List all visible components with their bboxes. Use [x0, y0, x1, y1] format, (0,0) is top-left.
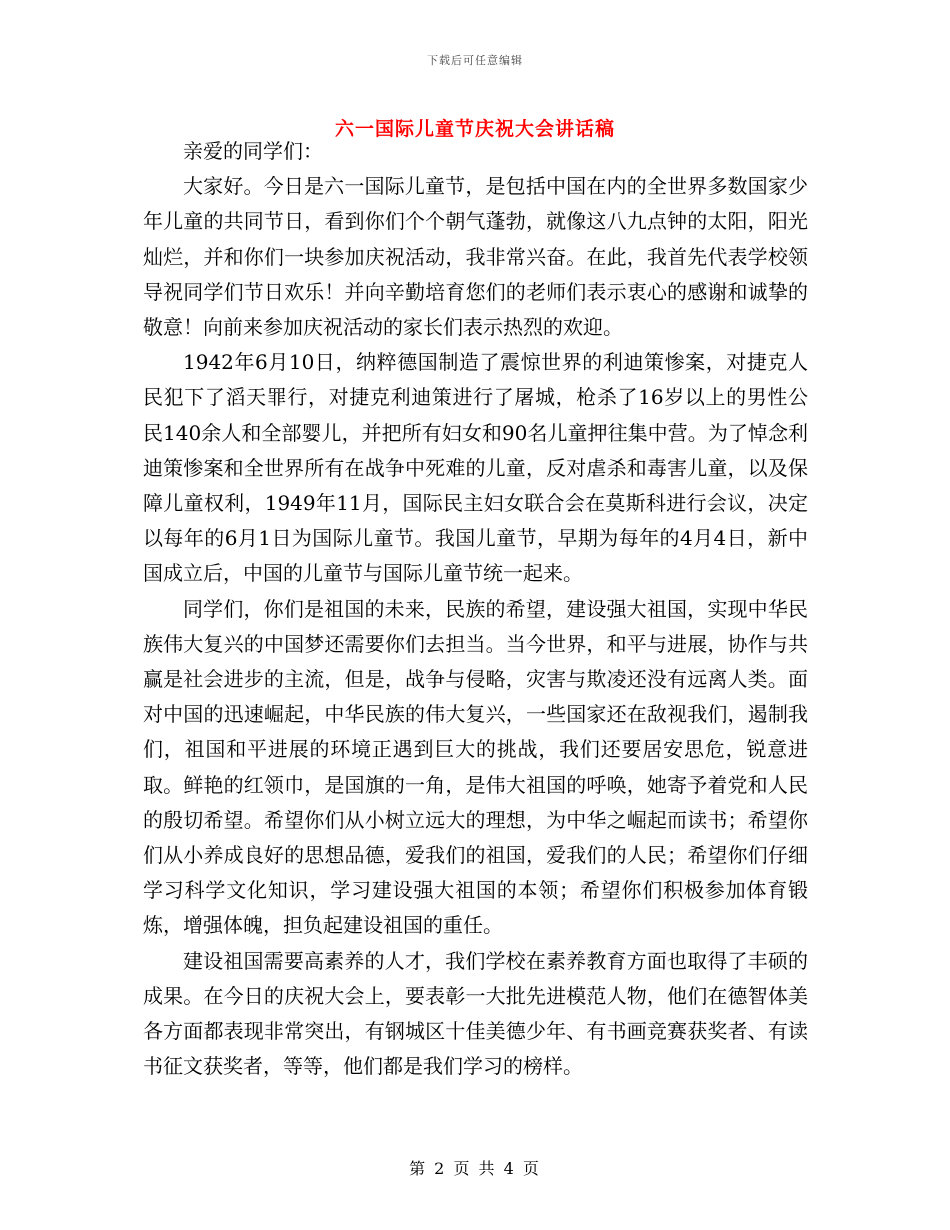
paragraph-achievements: 建设祖国需要高素养的人才，我们学校在素养教育方面也取得了丰硕的成果。在今日的庆祝大会上，要表彰一大批先进模范人物，他们在德智体美各方面都表现非常突出，有钢城区十佳美德少年、有书画竞赛获奖者、有读书征文获奖者，等等，他们都是我们学习的榜样。 — [143, 948, 808, 1079]
paragraph-history: 1942年6月10日，纳粹德国制造了震惊世界的利迪策惨案，对捷克人民犯下了滔天罪行，对捷克利迪策进行了屠城，枪杀了16岁以上的男性公民140余人和全部婴儿，并把所有妇女和90名儿童押往集中营。为了悼念利迪策惨案和全世界所有在战争中死难的儿童，反对虐杀和毒害儿童，以及保障儿童权利，1949年11月，国际民主妇女联合会在莫斯科进行会议，决定以每年的6月1日为国际儿童节。我国儿童节，早期为每年的4月4日，新中国成立后，中国的儿童节与国际儿童节统一起来。 — [143, 350, 808, 586]
paragraph-welcome: 大家好。今日是六一国际儿童节，是包括中国在内的全世界多数国家少年儿童的共同节日，看到你们个个朝气蓬勃，就像这八九点钟的太阳，阳光灿烂，并和你们一块参加庆祝活动，我非常兴奋。在此，我首先代表学校领导祝同学们节日欢乐！并向辛勤培育您们的老师们表示衷心的感谢和诚挚的敬意！向前来参加庆祝活动的家长们表示热烈的欢迎。 — [143, 174, 808, 340]
document-title: 六一国际儿童节庆祝大会讲话稿 — [334, 118, 615, 140]
paragraph-hopes: 同学们，你们是祖国的未来，民族的希望，建设强大祖国，实现中华民族伟大复兴的中国梦还需要你们去担当。当今世界，和平与进展，协作与共赢是社会进步的主流，但是，战争与侵略，灾害与欺凌还没有远离人类。面对中国的迅速崛起，中华民族的伟大复兴，一些国家还在敌视我们，遏制我们，祖国和平进展的环境正遇到巨大的挑战，我们还要居安思危，锐意进取。鲜艳的红领巾，是国旗的一角，是伟大祖国的呼唤，她寄予着党和人民的殷切希望。希望你们从小树立远大的理想，为中华之崛起而读书；希望你们从小养成良好的思想品德，爱我们的祖国，爱我们的人民；希望你们仔细学习科学文化知识，学习建设强大祖国的本领；希望你们积极参加体育锻炼，增强体魄，担负起建设祖国的重任。 — [143, 596, 808, 938]
page-number-footer: 第 2 页 共 4 页 — [409, 1159, 541, 1178]
greeting-line: 亲爱的同学们： — [183, 139, 323, 163]
page-header-note: 下载后可任意编辑 — [427, 54, 523, 67]
document-body — [143, 134, 808, 1084]
